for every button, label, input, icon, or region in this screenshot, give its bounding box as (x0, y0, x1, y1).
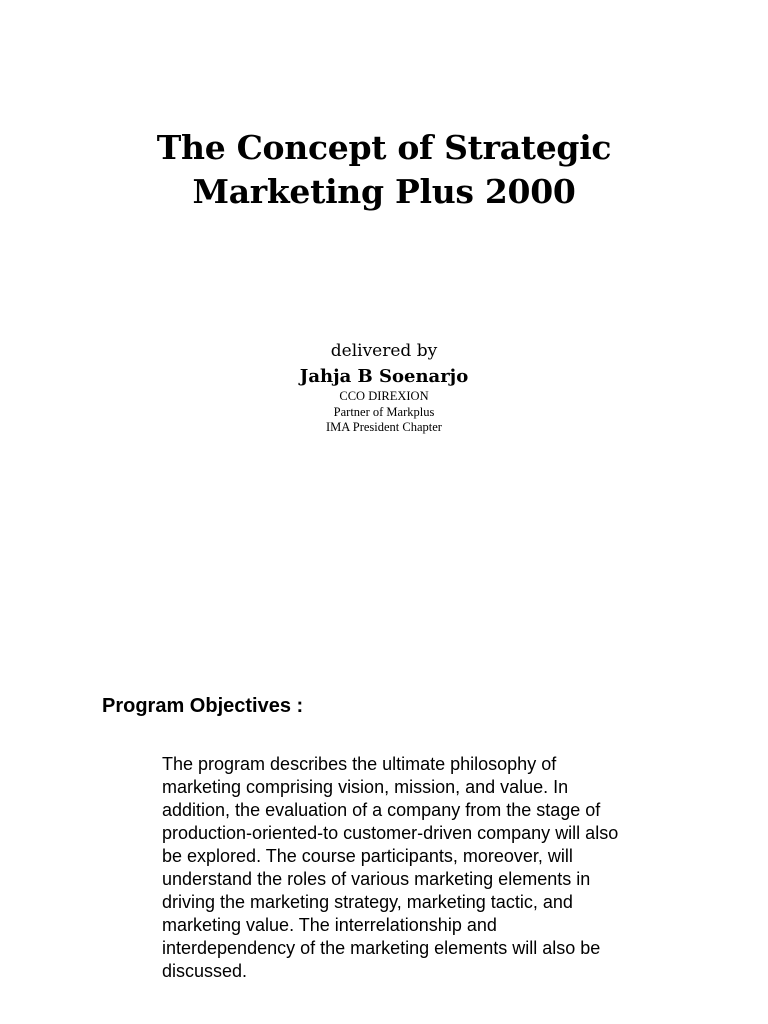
body-line: addition, the evaluation of a company from the stage of (162, 800, 601, 820)
author-role: Partner of Markplus (333, 404, 435, 419)
document-title (0, 126, 768, 214)
author-role: IMA President Chapter (326, 420, 442, 434)
title-line-1: The Concept of Strategic (156, 128, 612, 167)
body-line: discussed. (162, 961, 248, 981)
author-name: Jahja B Soenarjo (299, 366, 469, 387)
title-line-2: Marketing Plus 2000 (192, 172, 576, 211)
body-line: production-oriented-to customer-driven company will also (162, 823, 619, 843)
body-line: be explored. The course participants, moreover, will (162, 846, 573, 866)
body-line: driving the marketing strategy, marketing tactic, and (162, 892, 573, 912)
section-body (162, 753, 662, 983)
body-line: understand the roles of various marketing elements in (162, 869, 591, 889)
body-line: marketing value. The interrelationship and (162, 915, 497, 935)
body-line: interdependency of the marketing elements will also be (162, 938, 601, 958)
body-line: The program describes the ultimate philosophy of (162, 754, 557, 774)
author-role: CCO DIREXION (339, 389, 429, 403)
body-line: marketing comprising vision, mission, and value. In (162, 777, 569, 797)
section-heading: Program Objectives : (102, 695, 304, 717)
delivered-by-label: delivered by (330, 341, 438, 361)
author-roles (0, 389, 768, 436)
